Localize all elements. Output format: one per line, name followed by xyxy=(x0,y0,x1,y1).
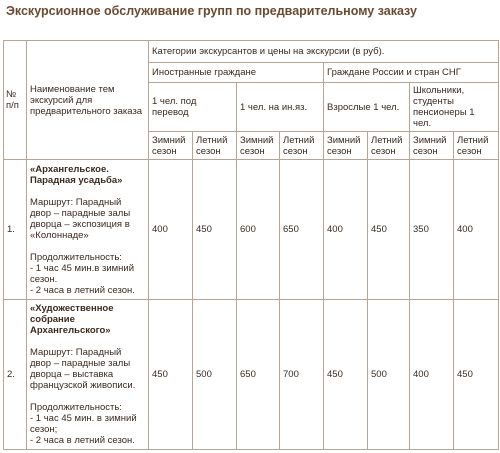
header-season-summer: Летний сезон xyxy=(280,132,324,160)
table-row xyxy=(4,300,499,450)
price-cell: 350 xyxy=(410,160,454,300)
header-season-summer: Летний сезон xyxy=(368,132,410,160)
excursion-description xyxy=(27,300,149,450)
excursion-route: Маршрут: Парадный двор – парадные залы дворца – выставка французской живописи. xyxy=(30,347,136,391)
page-title: Экскурсионное обслуживание групп по предварительному заказу xyxy=(6,4,417,18)
excursion-price-table xyxy=(3,40,499,450)
excursion-title: «Художественное собрание Архангельского» xyxy=(30,303,114,336)
price-cell: 400 xyxy=(410,300,454,450)
table-row xyxy=(4,160,499,300)
duration-summer: - 2 часа в летний сезон. xyxy=(30,284,135,296)
excursion-description xyxy=(27,160,149,300)
header-domestic-students: Школьники, студенты пенсионеры 1 чел. xyxy=(410,83,499,132)
price-cell: 400 xyxy=(324,160,368,300)
excursion-route: Маршрут: Парадный двор – парадные залы дворца – экспозиция в «Колоннаде» xyxy=(30,196,131,241)
price-cell: 450 xyxy=(193,160,237,300)
price-cell: 450 xyxy=(324,300,368,450)
duration-label: Продолжительность: xyxy=(30,251,122,263)
price-cell: 500 xyxy=(368,300,410,450)
header-season-winter: Зимний сезон xyxy=(149,132,193,160)
price-cell: 450 xyxy=(454,300,499,450)
duration-winter: - 1 час 45 мин. в зимний сезон; xyxy=(30,413,137,435)
price-cell: 400 xyxy=(454,160,499,300)
header-domestic-adults: Взрослые 1 чел. xyxy=(324,83,410,132)
header-season-winter: Зимний сезон xyxy=(237,132,280,160)
header-categories: Категории экскурсантов и цены на экскурсии (в руб). xyxy=(149,41,499,63)
duration-summer: - 2 часа в летний сезон. xyxy=(30,435,135,446)
header-foreign-language: 1 чел. на ин.яз. xyxy=(237,83,324,132)
header-domestic: Граждане России и стран СНГ xyxy=(324,63,499,83)
row-number: 2. xyxy=(4,300,27,450)
header-num: № п/п xyxy=(4,41,27,160)
price-cell: 700 xyxy=(280,300,324,450)
header-season-winter: Зимний сезон xyxy=(324,132,368,160)
header-name: Наименование тем экскурсий для предварительного заказа xyxy=(27,41,149,160)
duration-label: Продолжительность: xyxy=(30,402,122,413)
header-season-winter: Зимний сезон xyxy=(410,132,454,160)
row-number: 1. xyxy=(4,160,27,300)
header-season-summer: Летний сезон xyxy=(454,132,499,160)
price-cell: 650 xyxy=(237,300,280,450)
header-foreign: Иностранные граждане xyxy=(149,63,324,83)
price-cell: 450 xyxy=(368,160,410,300)
excursion-title: «Архангельское. Парадная усадьба» xyxy=(30,163,123,186)
price-cell: 400 xyxy=(149,160,193,300)
price-cell: 600 xyxy=(237,160,280,300)
duration-winter: - 1 час 45 мин.в зимний сезон. xyxy=(30,262,135,285)
header-season-summer: Летний сезон xyxy=(193,132,237,160)
price-cell: 450 xyxy=(149,300,193,450)
price-cell: 650 xyxy=(280,160,324,300)
header-foreign-translation: 1 чел. под перевод xyxy=(149,83,237,132)
price-cell: 500 xyxy=(193,300,237,450)
